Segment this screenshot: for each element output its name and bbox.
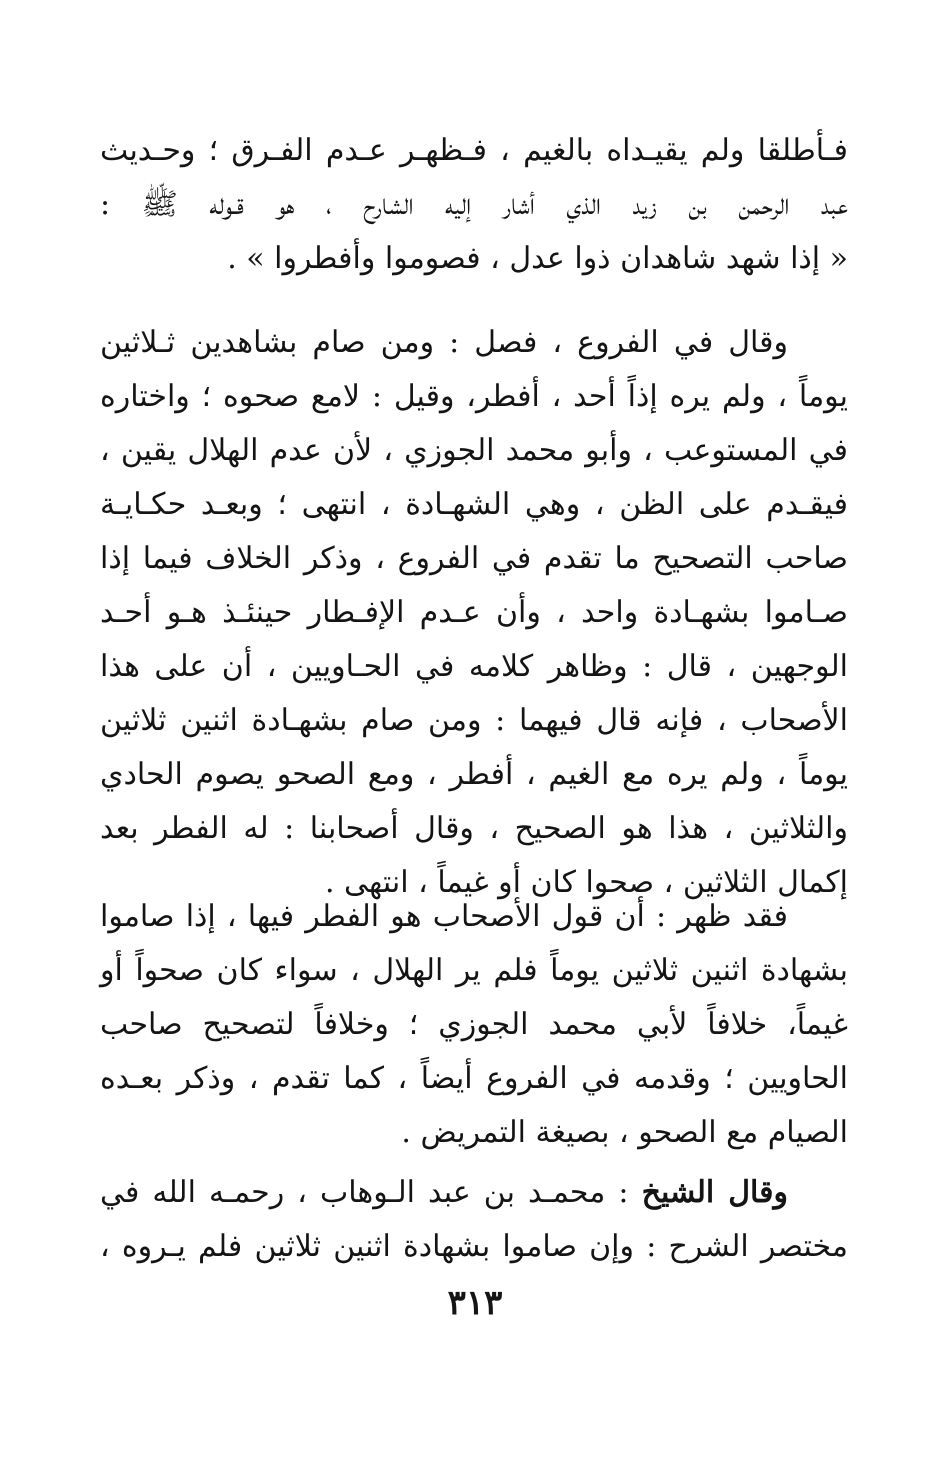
paragraph-1 — [100, 124, 848, 286]
text-line: بشهادة اثنين ثلاثين يوماً فلم ير الهلال ، سواء كان صحواً أو — [100, 953, 849, 988]
text-line: وقال في الفروع ، فصل : ومن صام بشاهدين ثـلاثين — [100, 325, 788, 360]
text-line: فيقـدم على الظن ، وهي الشهـادة ، انتهى ؛ وبعـد حكـايـة — [100, 487, 848, 522]
page-number: ٣١٣ — [447, 1283, 503, 1323]
text-run: : محمـد بن عبد الـوهاب ، رحمـه الله في — [100, 1175, 642, 1210]
text-line: الحاويين ؛ وقدمه في الفروع أيضاً ، كما تقدم ، وذكر بعـده — [100, 1061, 848, 1096]
text-line: مختصر الشرح : وإن صاموا بشهادة اثنين ثلاثين فلم يـروه ، — [100, 1229, 848, 1264]
text-line: يوماً ، ولم يره مع الغيم ، أفطر ، ومع الصحو يصوم الحادي — [100, 757, 848, 792]
bold-lead: وقال الشيخ — [641, 1175, 788, 1210]
text-line: يوماً ، ولم يره إذاً أحد ، أفطر، وقيل : لامع صحوه ؛ واختاره — [100, 379, 848, 414]
text-line: الصيام مع الصحو ، بصيغة التمريض . — [401, 1115, 848, 1150]
paragraph-3 — [100, 890, 848, 1160]
paragraph-2 — [100, 316, 848, 910]
text-line: إكمال الثلاثين ، صحوا كان أو غيماً ، انتهى . — [324, 865, 848, 900]
text-line: الوجهين ، قال : وظاهر كلامه في الحـاويين ، أن على هذا — [100, 649, 848, 684]
text-line: والثلاثين ، هذا هو الصحيح ، وقال أصحابنا : له الفطر بعد — [100, 811, 848, 846]
text-line: عبد الرحمن بن زيد الذي أشار إليه الشارح ، هو قـوله ﷺ : — [100, 187, 848, 222]
text-line: فـأطلقا ولم يقيـداه بالغيم ، فـظهـر عـدم الفـرق ؛ وحـديث — [100, 133, 848, 168]
text-line: « إذا شهد شاهدان ذوا عدل ، فصوموا وأفطروا » . — [227, 241, 848, 276]
text-line: صاحب التصحيح ما تقدم في الفروع ، وذكر الخلاف فيما إذا — [100, 541, 848, 576]
text-line: الأصحاب ، فإنه قال فيهما : ومن صام بشهـادة اثنين ثلاثين — [100, 703, 848, 738]
text-line: فقد ظهر : أن قول الأصحاب هو الفطر فيها ، إذا صاموا — [100, 899, 788, 934]
text-line: غيماً، خلافاً لأبي محمد الجوزي ؛ وخلافاً لتصحيح صاحب — [100, 1007, 848, 1042]
text-line: في المستوعب ، وأبو محمد الجوزي ، لأن عدم الهلال يقين ، — [100, 433, 848, 468]
paragraph-4 — [100, 1166, 848, 1274]
text-line — [100, 1166, 848, 1220]
text-line: صـاموا بشهـادة واحد ، وأن عـدم الإفـطار حينئـذ هـو أحـد — [100, 595, 848, 630]
